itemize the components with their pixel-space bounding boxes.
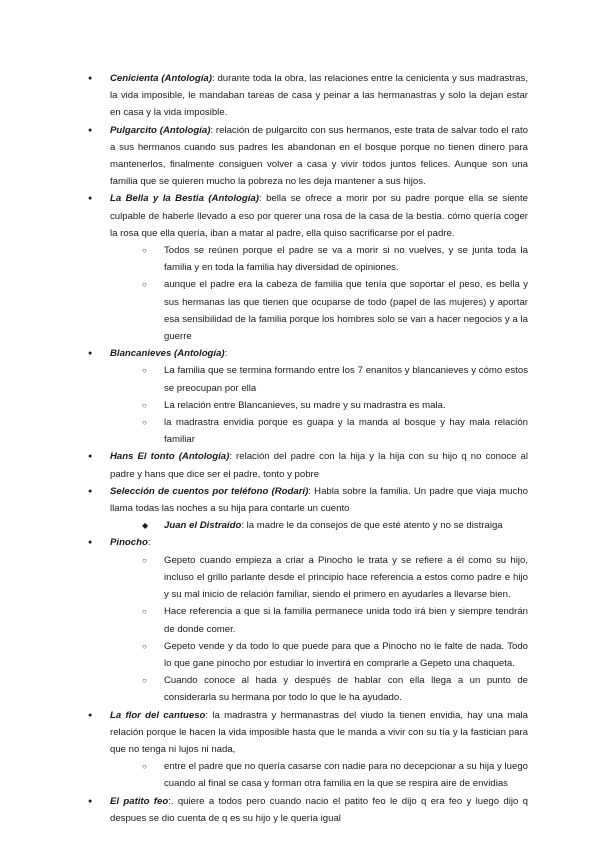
sub-item: ○ entre el padre que no quería casarse con nadie para no decepcionar a su hija y luego cuando al final se casa y forman otra familia en la que se respira aire de envidias bbox=[142, 758, 528, 792]
sub-item: ○ Gepeto cuando empieza a criar a Pinocho le trata y se refiere a él como su hijo, incluso el grillo parlante desde el principio hace referencia a estos como padre e hijo y su mal inicio de relación familiar, siendo el primero en ayudarles a llevarse bien. bbox=[142, 552, 528, 604]
list-item-cenicienta bbox=[88, 70, 528, 122]
item-title: Pinocho bbox=[110, 537, 148, 549]
item-title: Cenicienta (Antología) bbox=[110, 73, 212, 84]
sub-item: ○ La familia que se termina formando entre los 7 enanitos y blancanieves y cómo estos se preocupan por ella bbox=[142, 362, 528, 396]
sub-item: ○ Cuando conoce al hada y después de hablar con ella llega a un punto de considerarla su hermana por todo lo que le ha ayudado. bbox=[142, 672, 528, 706]
item-title: Selección de cuentos por teléfono (Rodari) bbox=[110, 485, 309, 497]
sub-item: ○ Todos se reúnen porque el padre se va a morir si no vuelves, y se junta toda la familia y en toda la familia hay diversidad de opiniones. bbox=[142, 242, 528, 276]
sub-item: ○ aunque el padre era la cabeza de familia que tenía que soportar el peso, es bella y sus hermanas las que tienen que ocuparse de todo (papel de las mujeres) y aportar esa sensibilidad de la familia porque los hombres solo se van a hacer negocios y a la guerre bbox=[142, 276, 528, 345]
item-text: : bbox=[224, 348, 228, 360]
sub-list bbox=[110, 362, 528, 448]
sub-item bbox=[142, 517, 528, 534]
item-title: La flor del cantueso bbox=[110, 709, 206, 721]
sub-list bbox=[110, 552, 528, 707]
item-title: Pulgarcito (Antología) bbox=[110, 124, 211, 136]
list-item-pulgarcito bbox=[88, 122, 528, 191]
sub-item: ○ la madrastra envidia porque es guapa y la manda al bosque y hay mala relación familiar bbox=[142, 414, 528, 448]
item-text: : relación del padre con la hija y la hija con su hijo q no conoce al padre y hans que dice ser el padre, tonto y pobre bbox=[110, 451, 528, 480]
item-title: Blancanieves (Antología) bbox=[110, 348, 225, 360]
sub-list bbox=[110, 517, 528, 534]
sub-item: ○ Hace referencia a que si la familia permanece unida todo irá bien y siempre tendrán de donde comer. bbox=[142, 603, 528, 637]
list-item-rodari bbox=[88, 483, 528, 535]
item-title: Juan el Distraído bbox=[164, 520, 242, 532]
list-item-blancanieves bbox=[88, 345, 528, 448]
sub-item: ○ La relación entre Blancanieves, su madre y su madrastra es mala. bbox=[142, 397, 528, 414]
item-text: : la madre le da consejos de que esté atento y no se distraiga bbox=[241, 520, 503, 532]
item-text: : durante toda la obra, las relaciones entre la cenicienta y sus madrastras, la vida imposible, le mandaban tareas de casa y peinar a las hermanastras y solo la dejan estar en casa y la vida imposible. bbox=[110, 73, 528, 119]
story-list bbox=[88, 70, 528, 827]
list-item-patito-feo bbox=[88, 793, 528, 827]
item-text: : relación de pulgarcito con sus hermanos, este trata de salvar todo el rato a sus hermanos cuando sus padres les abandonan en el bosque porque no tienen dinero para mantenerlos, finalmente consiguen volver a casa y vivir todos juntos felices. Aunque son una familia que se quieren mucho la pobreza no les deja mantener a sus hijos. bbox=[110, 124, 528, 188]
item-text: : bella se ofrece a morir por su padre porque ella se siente culpable de haberle llevado a eso por querer una rosa de la casa de la bestia. cómo quería coger la rosa que ella quería, iban a matar al padre, ella quiso sacrificarse por el padre. bbox=[110, 193, 528, 239]
item-title: La Bella y la Bestia (Antología) bbox=[110, 193, 259, 205]
list-item-pinocho bbox=[88, 534, 528, 706]
item-title: El patito feo bbox=[110, 795, 169, 807]
list-item-flor-cantueso bbox=[88, 707, 528, 793]
item-text: : bbox=[147, 537, 151, 549]
list-item-bella-bestia bbox=[88, 190, 528, 345]
item-text: : la madrastra y hermanastras del viudo la tienen envidia, hay una mala relación porque le hacen la vida imposible hasta que le manda a vivir con su tía y la fastician para que no tenga ni lujos ni nada, bbox=[110, 709, 528, 755]
sub-item: ○ Gepeto vende y da todo lo que puede para que a Pinocho no le falte de nada. Todo lo que gane pinocho por estudiar lo invertirá en comprarle a Gepeto una chaqueta. bbox=[142, 638, 528, 672]
item-text: : Habla sobre la familia. Un padre que viaja mucho llama todas las noches a su hija para contarle un cuento bbox=[110, 485, 528, 515]
item-text: :. quiere a todos pero cuando nacio el patito feo le dijo q era feo y luego dijo q despues se dio cuenta de q es su hijo y le quería igual bbox=[110, 795, 528, 824]
list-item-hans bbox=[88, 448, 528, 482]
item-title: Hans El tonto (Antología) bbox=[110, 451, 230, 463]
sub-list bbox=[110, 242, 528, 345]
sub-list bbox=[110, 758, 528, 792]
